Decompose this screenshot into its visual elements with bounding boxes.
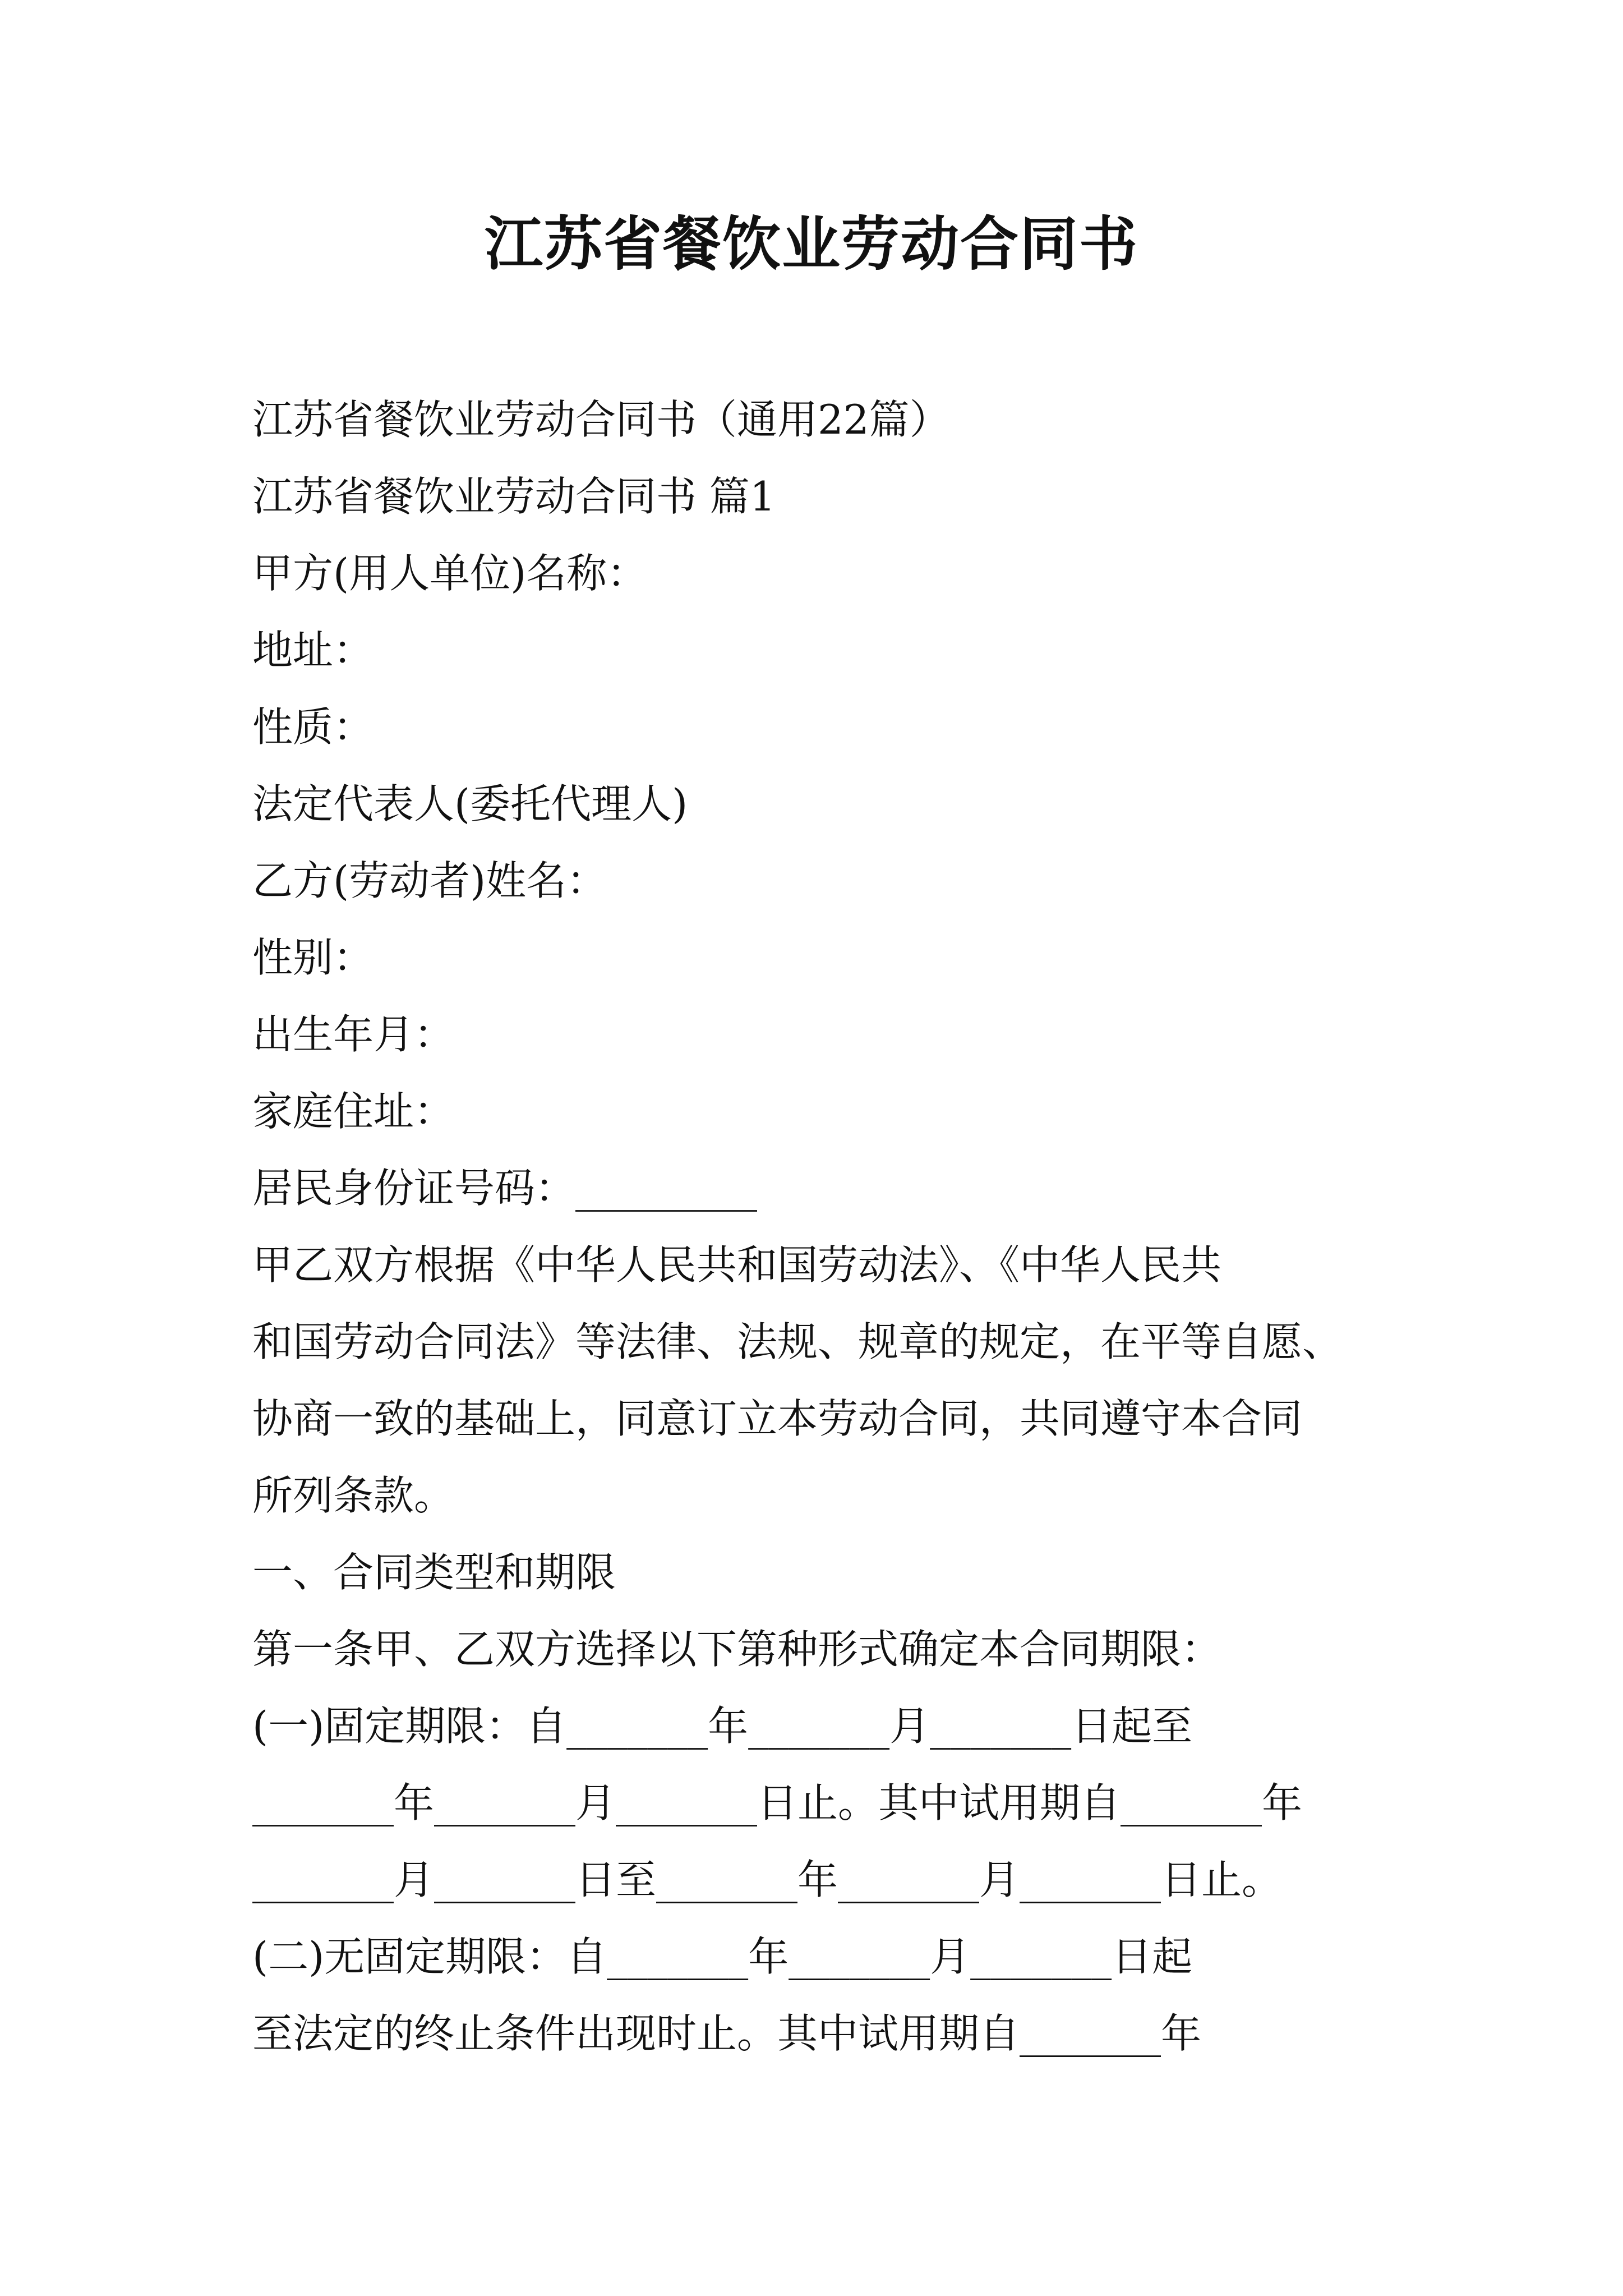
legal-representative-field: 法定代表人(委托代理人) xyxy=(252,780,688,827)
gender-field: 性别： xyxy=(252,934,374,981)
document-body xyxy=(252,381,1385,2072)
fixed-term-line: _______年_______月_______日止。其中试用期自_______年 xyxy=(252,1779,1303,1826)
address-field: 地址： xyxy=(252,627,374,674)
home-address-field: 家庭住址： xyxy=(252,1088,455,1135)
party-b-name-field: 乙方(劳动者)姓名： xyxy=(252,857,607,904)
fixed-term-line: _______月_______日至_______年_______月_______日止。 xyxy=(252,1856,1283,1903)
subtitle-line: 江苏省餐饮业劳动合同书（通用22篇） xyxy=(252,396,950,443)
section-heading: 江苏省餐饮业劳动合同书 篇1 xyxy=(252,473,776,520)
contract-section-heading: 一、合同类型和期限 xyxy=(252,1549,616,1596)
open-term-line: (二)无固定期限：自_______年_______月_______日起 xyxy=(252,1933,1193,1980)
nature-field: 性质： xyxy=(252,703,374,751)
document-title: 江苏省餐饮业劳动合同书 xyxy=(484,209,1138,278)
paragraph-line: 甲乙双方根据《中华人民共和国劳动法》、《中华人民共 xyxy=(252,1241,1222,1289)
paragraph-line: 协商一致的基础上，同意订立本劳动合同，共同遵守本合同 xyxy=(252,1395,1303,1442)
open-term-line: 至法定的终止条件出现时止。其中试用期自_______年 xyxy=(252,2010,1202,2057)
fixed-term-line: (一)固定期限：自_______年_______月_______日起至 xyxy=(252,1703,1193,1750)
party-a-name-field: 甲方(用人单位)名称： xyxy=(252,550,648,597)
paragraph-line: 和国劳动合同法》等法律、法规、规章的规定，在平等自愿、 xyxy=(252,1318,1343,1365)
paragraph-line: 所列条款。 xyxy=(252,1472,455,1519)
id-number-field: 居民身份证号码：_________ xyxy=(252,1165,758,1212)
birth-date-field: 出生年月： xyxy=(252,1011,455,1058)
article-one-text: 第一条甲、乙双方选择以下第种形式确定本合同期限： xyxy=(252,1626,1222,1673)
